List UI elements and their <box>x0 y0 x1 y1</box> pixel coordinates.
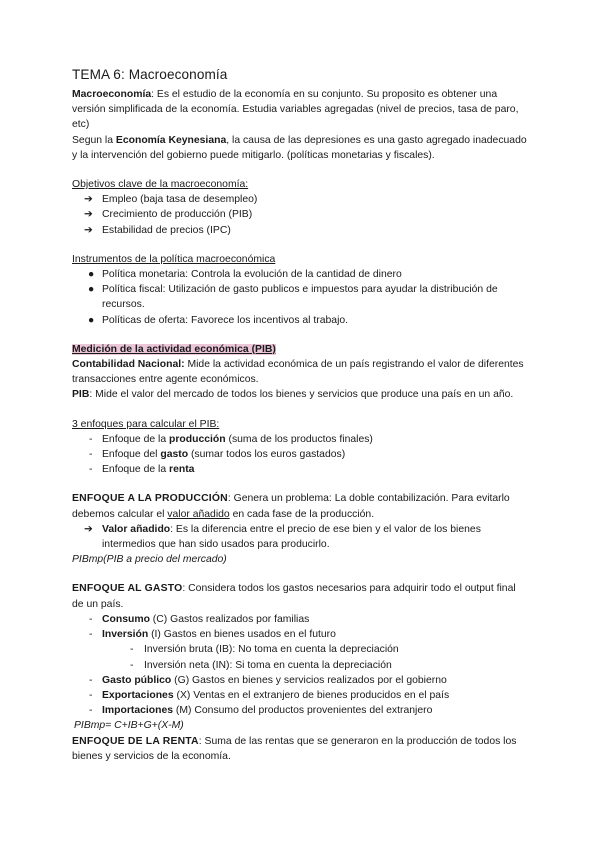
pib-definition: PIB: Mide el valor del mercado de todos los bienes y servicios que produce una país en un año. <box>72 389 514 401</box>
renta-paragraph: ENFOQUE DE LA RENTA: Suma de las rentas que se generaron en la producción de todos los bienes y servicios de la economía. <box>72 735 517 762</box>
bullet-icon: ● <box>88 314 95 326</box>
arrow-icon: ➔ <box>84 523 93 535</box>
list-item: - Inversión bruta (IB): No toma en cuenta la depreciación <box>130 644 399 656</box>
enfoques-list <box>72 432 528 478</box>
contabilidad-nacional: Contabilidad Nacional: Mide la actividad económica de un país registrando el valor de diferentes transacciones entre agente económicos. <box>72 359 524 386</box>
instrumentos-heading: Instrumentos de la política macroeconómica <box>72 253 276 265</box>
list-item: - Exportaciones (X) Ventas en el extranjero de bienes producidos en el país <box>89 689 450 701</box>
macroeconomia-term: Macroeconomía <box>72 89 152 100</box>
gasto-list <box>72 612 528 642</box>
arrow-icon: ➔ <box>84 209 93 221</box>
list-item: ● Políticas de oferta: Favorece los incentivos al trabajo. <box>72 313 528 328</box>
document-page <box>72 66 528 764</box>
gasto-paragraph: ENFOQUE AL GASTO: Considera todos los gastos necesarios para adquirir todo el output final de un país. <box>72 583 516 610</box>
list-item: - Enfoque del gasto (sumar todos los euros gastados) <box>89 449 346 461</box>
valor-anadido-list <box>72 522 528 552</box>
enfoques-heading: 3 enfoques para calcular el PIB: <box>72 418 220 430</box>
list-item: ● Política fiscal: Utilización de gasto publicos e impuestos para ayudar la distribución de recursos. <box>88 284 498 311</box>
keynes-paragraph: Segun la Economía Keynesiana, la causa de las depresiones es una gasto agregado inadecuado y la intervención del gobierno puede mitigarlo. (políticas monetarias y fiscales). <box>72 134 527 161</box>
produccion-paragraph: ENFOQUE A LA PRODUCCIÓN: Genera un problema: La doble contabilización. Para evitarlo debemos calcular el valor añadido en cada fase de la producción. <box>72 493 510 520</box>
keynes-term: Economía Keynesiana <box>115 134 227 146</box>
list-item: - Importaciones (M) Consumo del productos provenientes del extranjero <box>89 705 433 717</box>
bullet-icon: ● <box>88 269 95 281</box>
objetivos-list <box>72 192 528 238</box>
intro-definition: Macroeconomía: Es el estudio de la economía en su conjunto. Su proposito es obtener una versión simplificada de la economía. Estudia variables agregadas (nivel de precios, tasa de paro, etc) <box>72 89 519 131</box>
instrumentos-list <box>72 267 528 328</box>
list-item: - Enfoque de la producción (suma de los productos finales) <box>89 433 373 445</box>
list-item: - Inversión neta (IN): Si toma en cuenta la depreciación <box>130 659 392 671</box>
list-item: - Consumo (C) Gastos realizados por familias <box>89 613 310 625</box>
formula-pibmp: PIBmp(PIB a precio del mercado) <box>72 554 227 566</box>
formula-gasto: PIBmp= C+IB+G+(X-M) <box>74 720 184 732</box>
list-item: ➔ Valor añadido: Es la diferencia entre el precio de ese bien y el valor de los bienes intermedios que han sido usados para producirlo. <box>84 523 481 551</box>
list-item: - Enfoque de la renta <box>89 464 195 476</box>
arrow-icon: ➔ <box>84 224 93 236</box>
list-item: - Inversión (I) Gastos en bienes usados en el futuro <box>89 629 336 641</box>
list-item: - Gasto público (G) Gastos en bienes y servicios realizados por el gobierno <box>89 674 447 686</box>
page-title: TEMA 6: Macroeconomía <box>72 67 228 82</box>
objetivos-heading: Objetivos clave de la macroeconomía: <box>72 179 249 191</box>
bullet-icon: ● <box>88 284 95 296</box>
gasto-list-rest <box>72 673 528 719</box>
medicion-heading: Medición de la actividad económica (PIB) <box>72 343 276 355</box>
list-item: ● Política monetaria: Controla la evolución de la cantidad de dinero <box>72 267 528 282</box>
list-item: ➔ Empleo (baja tasa de desempleo) <box>72 192 528 207</box>
inversion-sublist <box>72 642 528 672</box>
list-item: ➔ Estabilidad de precios (IPC) <box>72 223 528 238</box>
list-item: ➔ Crecimiento de producción (PIB) <box>72 207 528 222</box>
arrow-icon: ➔ <box>84 194 93 206</box>
